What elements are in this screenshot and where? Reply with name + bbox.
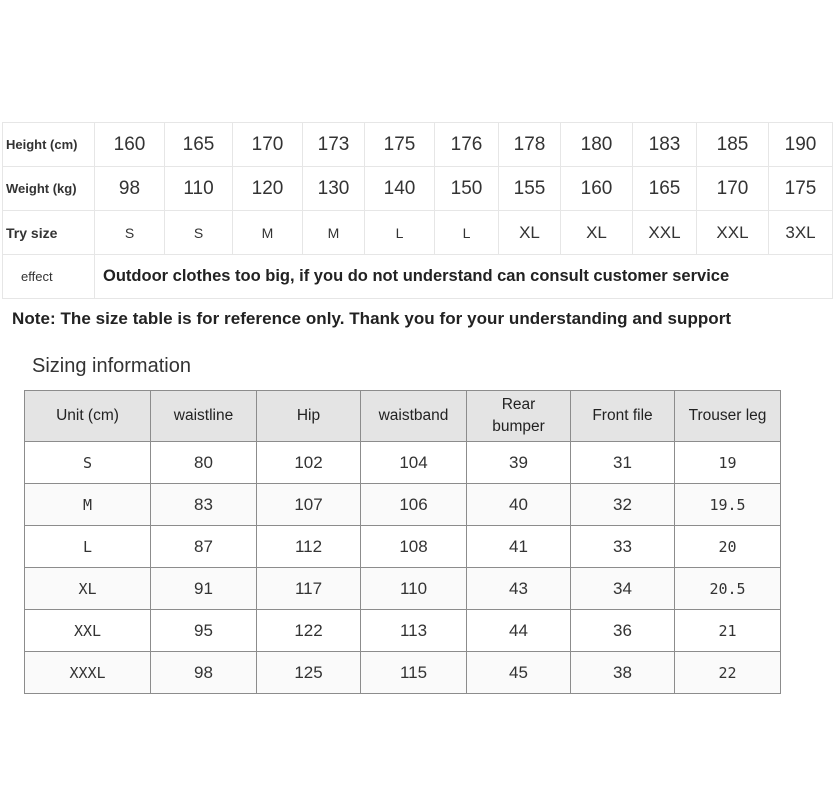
- table-cell: 102: [257, 442, 361, 484]
- try-size-cell: L: [365, 211, 435, 255]
- table-cell: 125: [257, 652, 361, 694]
- effect-row: [3, 255, 833, 299]
- try-size-cell: L: [435, 211, 499, 255]
- table-cell: 83: [151, 484, 257, 526]
- table-cell: 110: [361, 568, 467, 610]
- effect-label: effect: [3, 255, 95, 299]
- table-cell: 19.5: [675, 484, 781, 526]
- table-cell: 20: [675, 526, 781, 568]
- height-cell: 170: [233, 123, 303, 167]
- size-cell: XL: [25, 568, 151, 610]
- height-label: Height (cm): [3, 123, 95, 167]
- table-row: [25, 610, 781, 652]
- table-row: [25, 652, 781, 694]
- weight-cell: 160: [561, 167, 633, 211]
- table-cell: 44: [467, 610, 571, 652]
- table-cell: 108: [361, 526, 467, 568]
- table-cell: 36: [571, 610, 675, 652]
- size-cell: S: [25, 442, 151, 484]
- header-waistline: waistline: [151, 391, 257, 442]
- weight-cell: 170: [697, 167, 769, 211]
- table-cell: 106: [361, 484, 467, 526]
- table-cell: 98: [151, 652, 257, 694]
- table-cell: 32: [571, 484, 675, 526]
- reference-note: Note: The size table is for reference only. Thank you for your understanding and support: [12, 309, 732, 328]
- height-cell: 180: [561, 123, 633, 167]
- height-cell: 173: [303, 123, 365, 167]
- table-cell: 41: [467, 526, 571, 568]
- try-size-cell: XL: [561, 211, 633, 255]
- table-cell: 22: [675, 652, 781, 694]
- header-unit: Unit (cm): [25, 391, 151, 442]
- try-size-cell: 3XL: [769, 211, 833, 255]
- try-size-cell: XXL: [697, 211, 769, 255]
- table-cell: 43: [467, 568, 571, 610]
- weight-label: Weight (kg): [3, 167, 95, 211]
- table-cell: 122: [257, 610, 361, 652]
- height-cell: 183: [633, 123, 697, 167]
- size-cell: M: [25, 484, 151, 526]
- table-cell: 117: [257, 568, 361, 610]
- sizing-table: [24, 390, 781, 694]
- table-row: [25, 442, 781, 484]
- table-cell: 87: [151, 526, 257, 568]
- try-size-row: [3, 211, 833, 255]
- header-rear-bumper: Rear bumper: [467, 391, 571, 442]
- height-cell: 176: [435, 123, 499, 167]
- table-cell: 80: [151, 442, 257, 484]
- header-hip: Hip: [257, 391, 361, 442]
- weight-cell: 140: [365, 167, 435, 211]
- weight-cell: 175: [769, 167, 833, 211]
- sizing-title: Sizing information: [32, 355, 191, 377]
- table-cell: 34: [571, 568, 675, 610]
- header-waistband: waistband: [361, 391, 467, 442]
- table-cell: 31: [571, 442, 675, 484]
- try-size-cell: XL: [499, 211, 561, 255]
- table-cell: 113: [361, 610, 467, 652]
- weight-cell: 165: [633, 167, 697, 211]
- table-cell: 19: [675, 442, 781, 484]
- weight-cell: 130: [303, 167, 365, 211]
- effect-text: Outdoor clothes too big, if you do not understand can consult customer service: [95, 255, 833, 299]
- table-cell: 20.5: [675, 568, 781, 610]
- header-front-file: Front file: [571, 391, 675, 442]
- try-size-cell: M: [233, 211, 303, 255]
- weight-cell: 120: [233, 167, 303, 211]
- table-cell: 104: [361, 442, 467, 484]
- table-cell: 107: [257, 484, 361, 526]
- table-cell: 95: [151, 610, 257, 652]
- try-size-cell: S: [95, 211, 165, 255]
- table-cell: 39: [467, 442, 571, 484]
- weight-cell: 155: [499, 167, 561, 211]
- height-cell: 185: [697, 123, 769, 167]
- table-cell: 45: [467, 652, 571, 694]
- weight-cell: 150: [435, 167, 499, 211]
- height-cell: 165: [165, 123, 233, 167]
- height-cell: 178: [499, 123, 561, 167]
- size-cell: L: [25, 526, 151, 568]
- size-cell: XXXL: [25, 652, 151, 694]
- weight-cell: 98: [95, 167, 165, 211]
- height-cell: 175: [365, 123, 435, 167]
- size-cell: XXL: [25, 610, 151, 652]
- try-size-label: Try size: [3, 211, 95, 255]
- table-cell: 38: [571, 652, 675, 694]
- table-cell: 115: [361, 652, 467, 694]
- table-row: [25, 568, 781, 610]
- try-size-cell: S: [165, 211, 233, 255]
- table-cell: 112: [257, 526, 361, 568]
- table-cell: 33: [571, 526, 675, 568]
- table-row: [25, 526, 781, 568]
- weight-cell: 110: [165, 167, 233, 211]
- table-cell: 40: [467, 484, 571, 526]
- table-cell: 21: [675, 610, 781, 652]
- header-trouser-leg: Trouser leg: [675, 391, 781, 442]
- height-cell: 190: [769, 123, 833, 167]
- height-row: [3, 123, 833, 167]
- sizing-header-row: [25, 391, 781, 442]
- try-size-cell: XXL: [633, 211, 697, 255]
- try-size-cell: M: [303, 211, 365, 255]
- reference-table: [2, 122, 833, 299]
- weight-row: [3, 167, 833, 211]
- height-cell: 160: [95, 123, 165, 167]
- table-cell: 91: [151, 568, 257, 610]
- table-row: [25, 484, 781, 526]
